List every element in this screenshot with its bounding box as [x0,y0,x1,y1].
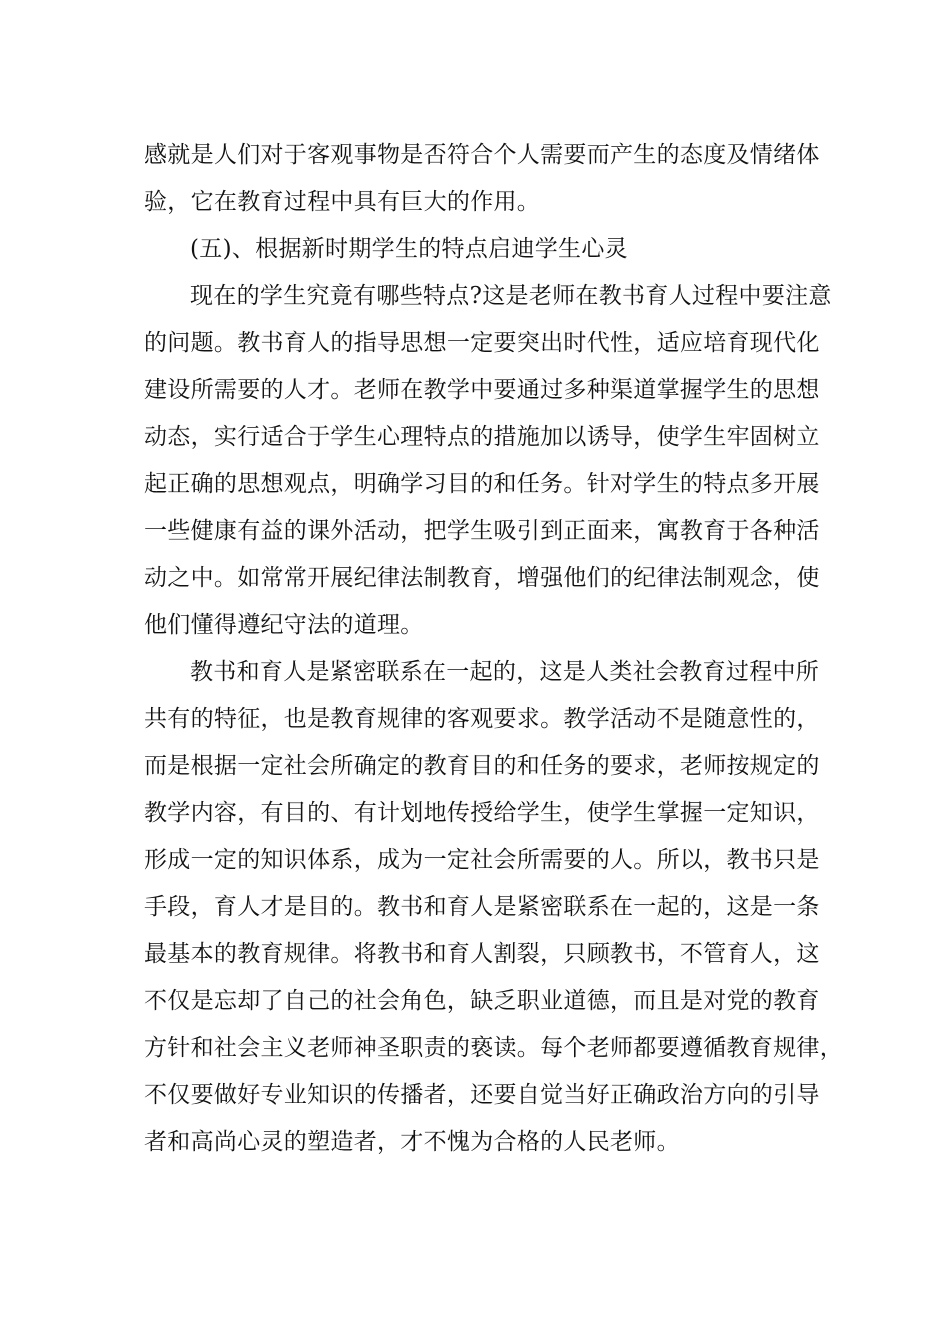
text-line: 一些健康有益的课外活动，把学生吸引到正面来，寓教育于各种活 [144,518,820,544]
text-line: 教书和育人是紧密联系在一起的，这是人类社会教育过程中所 [190,659,820,685]
text-line: 动之中。如常常开展纪律法制教育，增强他们的纪律法制观念，使 [144,565,820,591]
text-line: 验，它在教育过程中具有巨大的作用。 [144,189,541,215]
text-line: 他们懂得遵纪守法的道理。 [144,612,424,638]
text-line: 动态，实行适合于学生心理特点的措施加以诱导，使学生牢固树立 [144,424,820,450]
text-line: 起正确的思想观点，明确学习目的和任务。针对学生的特点多开展 [144,471,820,497]
text-line: 不仅要做好专业知识的传播者，还要自觉当好正确政治方向的引导 [144,1082,820,1108]
text-line: 教学内容，有目的、有计划地传授给学生，使学生掌握一定知识， [144,800,820,826]
text-line: 而是根据一定社会所确定的教育目的和任务的要求，老师按规定的 [144,753,820,779]
text-line: 不仅是忘却了自己的社会角色，缺乏职业道德，而且是对党的教育 [144,988,820,1014]
text-line: 形成一定的知识体系，成为一定社会所需要的人。所以，教书只是 [144,847,820,873]
text-line: 者和高尚心灵的塑造者，才不愧为合格的人民老师。 [144,1129,680,1155]
text-line: 最基本的教育规律。将教书和育人割裂，只顾教书，不管育人，这 [144,941,820,967]
text-line: 建设所需要的人才。老师在教学中要通过多种渠道掌握学生的思想 [144,377,820,403]
text-line: 的问题。教书育人的指导思想一定要突出时代性，适应培育现代化 [144,330,820,356]
section-heading: (五)、根据新时期学生的特点启迪学生心灵 [190,236,628,262]
text-line: 现在的学生究竟有哪些特点?这是老师在教书育人过程中要注意 [190,283,832,309]
text-line: 共有的特征，也是教育规律的客观要求。教学活动不是随意性的， [144,706,820,732]
text-line: 手段，育人才是目的。教书和育人是紧密联系在一起的，这是一条 [144,894,820,920]
text-line: 方针和社会主义老师神圣职责的亵读。每个老师都要遵循教育规律， [144,1035,843,1061]
text-line: 感就是人们对于客观事物是否符合个人需要而产生的态度及情绪体 [144,142,820,168]
